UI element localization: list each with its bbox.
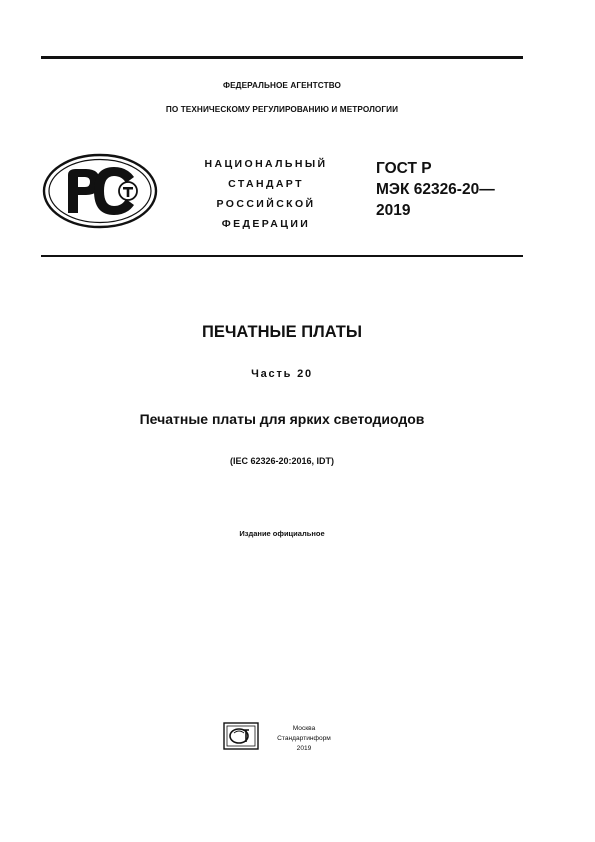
document-part: Часть 20 — [251, 368, 313, 380]
middle-rule — [41, 255, 523, 257]
publisher-name: Стандартинформ — [277, 735, 331, 742]
rst-certification-mark-icon — [42, 153, 158, 229]
national-standard-block — [180, 154, 352, 234]
standartinform-logo-icon — [222, 720, 260, 752]
national-line: СТАНДАРТ — [228, 178, 304, 190]
document-title: ПЕЧАТНЫЕ ПЛАТЫ — [201, 323, 363, 341]
national-line: ФЕДЕРАЦИИ — [221, 218, 311, 230]
designation-line: ГОСТ Р — [376, 160, 432, 177]
document-subtitle: Печатные платы для ярких светодиодов — [139, 411, 425, 427]
designation-line: МЭК 62326-20— — [376, 181, 495, 198]
top-rule — [41, 56, 523, 59]
national-line: РОССИЙСКОЙ — [216, 198, 316, 210]
publisher-imprint — [264, 724, 344, 754]
agency-line-1: ФЕДЕРАЛЬНОЕ АГЕНТСТВО — [223, 81, 341, 90]
publisher-year: 2019 — [296, 745, 312, 752]
national-line: НАЦИОНАЛЬНЫЙ — [204, 158, 328, 170]
designation-line: 2019 — [376, 202, 411, 219]
edition-note: Издание официальное — [239, 529, 325, 538]
publisher-city: Москва — [292, 725, 316, 732]
standard-designation — [376, 158, 536, 221]
iec-reference: (IEC 62326-20:2016, IDT) — [229, 456, 335, 466]
agency-line-2: ПО ТЕХНИЧЕСКОМУ РЕГУЛИРОВАНИЮ И МЕТРОЛОГИИ — [165, 105, 399, 114]
